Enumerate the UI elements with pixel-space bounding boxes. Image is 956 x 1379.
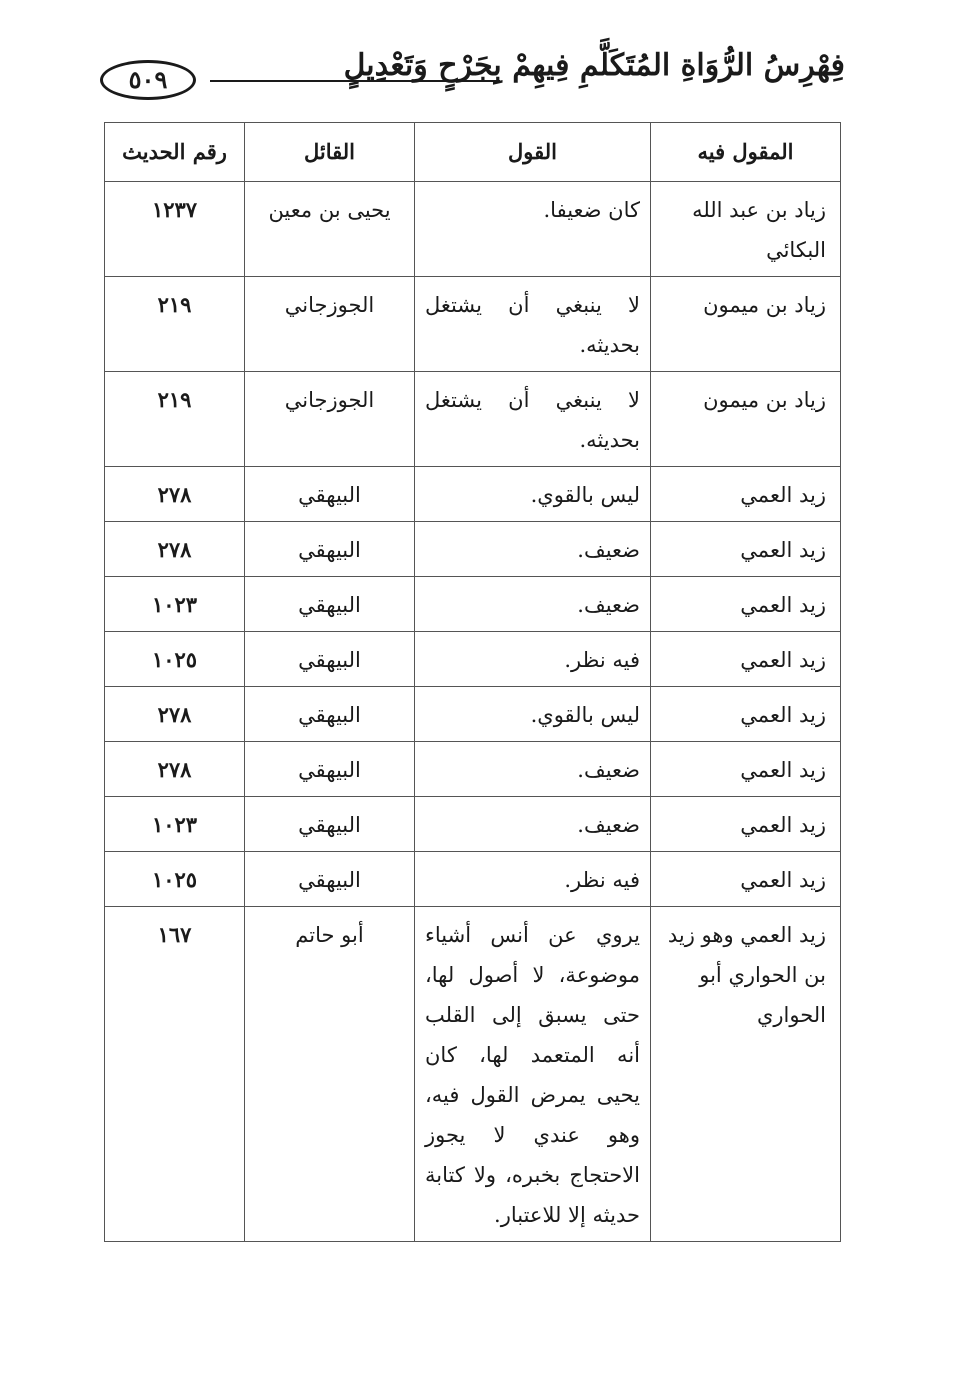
table-row (105, 797, 841, 852)
page-number: ٥٠٩ (100, 60, 196, 100)
cell-number: ١٠٢٣ (105, 577, 245, 632)
cell-number: ٢١٩ (105, 372, 245, 467)
cell-number: ٢٧٨ (105, 687, 245, 742)
table-row (105, 277, 841, 372)
cell-sayer: أبو حاتم (245, 907, 415, 1242)
header-sayer: القائل (245, 123, 415, 182)
cell-subject: زيد العمي (651, 797, 841, 852)
cell-saying: ليس بالقوي. (415, 467, 651, 522)
table-row (105, 467, 841, 522)
table-row (105, 742, 841, 797)
cell-saying: كان ضعيفا. (415, 182, 651, 277)
table-row (105, 907, 841, 1242)
table-row (105, 182, 841, 277)
cell-subject: زياد بن عبد الله البكائي (651, 182, 841, 277)
header-subject: المقول فيه (651, 123, 841, 182)
cell-subject: زيد العمي وهو زيد بن الحواري أبو الحواري (651, 907, 841, 1242)
narrators-table (104, 122, 841, 1242)
cell-sayer: البيهقي (245, 852, 415, 907)
cell-subject: زيد العمي (651, 632, 841, 687)
cell-saying: يروي عن أنس أشياء موضوعة، لا أصول لها، حتى يسبق إلى القلب أنه المتعمد لها، كان يحيى يمرض القول فيه، وهو عندي لا يجوز الاحتجاج بخبره، ولا كتابة حديثه إلا للاعتبار. (415, 907, 651, 1242)
cell-subject: زيد العمي (651, 577, 841, 632)
cell-sayer: البيهقي (245, 467, 415, 522)
cell-saying: لا ينبغي أن يشتغل بحديثه. (415, 277, 651, 372)
table-row (105, 852, 841, 907)
cell-number: ١٢٣٧ (105, 182, 245, 277)
cell-sayer: البيهقي (245, 522, 415, 577)
narrators-table-container (104, 122, 840, 1242)
cell-saying: لا ينبغي أن يشتغل بحديثه. (415, 372, 651, 467)
cell-sayer: البيهقي (245, 797, 415, 852)
cell-subject: زيد العمي (651, 522, 841, 577)
table-header-row (105, 123, 841, 182)
cell-saying: ضعيف. (415, 742, 651, 797)
cell-subject: زيد العمي (651, 467, 841, 522)
page-header (100, 46, 845, 110)
cell-number: ١٦٧ (105, 907, 245, 1242)
cell-subject: زياد بن ميمون (651, 372, 841, 467)
cell-saying: ضعيف. (415, 797, 651, 852)
cell-sayer: البيهقي (245, 577, 415, 632)
header-number: رقم الحديث (105, 123, 245, 182)
cell-subject: زياد بن ميمون (651, 277, 841, 372)
cell-number: ٢٧٨ (105, 522, 245, 577)
table-row (105, 372, 841, 467)
header-rule (210, 80, 500, 82)
cell-saying: ليس بالقوي. (415, 687, 651, 742)
cell-sayer: البيهقي (245, 632, 415, 687)
cell-subject: زيد العمي (651, 852, 841, 907)
table-row (105, 577, 841, 632)
table-row (105, 632, 841, 687)
cell-number: ١٠٢٣ (105, 797, 245, 852)
cell-saying: فيه نظر. (415, 852, 651, 907)
cell-saying: ضعيف. (415, 577, 651, 632)
cell-number: ١٠٢٥ (105, 632, 245, 687)
cell-number: ٢١٩ (105, 277, 245, 372)
running-title: فِهْرِسُ الرُّوَاةِ المُتَكَلَّمِ فِيهِمْ بِجَرْحٍ وَتَعْدِيلٍ (343, 48, 845, 83)
cell-sayer: البيهقي (245, 687, 415, 742)
cell-saying: فيه نظر. (415, 632, 651, 687)
header-saying: القول (415, 123, 651, 182)
cell-sayer: البيهقي (245, 742, 415, 797)
cell-number: ٢٧٨ (105, 742, 245, 797)
cell-sayer: يحيى بن معين (245, 182, 415, 277)
cell-sayer: الجوزجاني (245, 277, 415, 372)
cell-subject: زيد العمي (651, 687, 841, 742)
table-row (105, 522, 841, 577)
cell-sayer: الجوزجاني (245, 372, 415, 467)
cell-number: ١٠٢٥ (105, 852, 245, 907)
cell-subject: زيد العمي (651, 742, 841, 797)
cell-number: ٢٧٨ (105, 467, 245, 522)
table-row (105, 687, 841, 742)
cell-saying: ضعيف. (415, 522, 651, 577)
